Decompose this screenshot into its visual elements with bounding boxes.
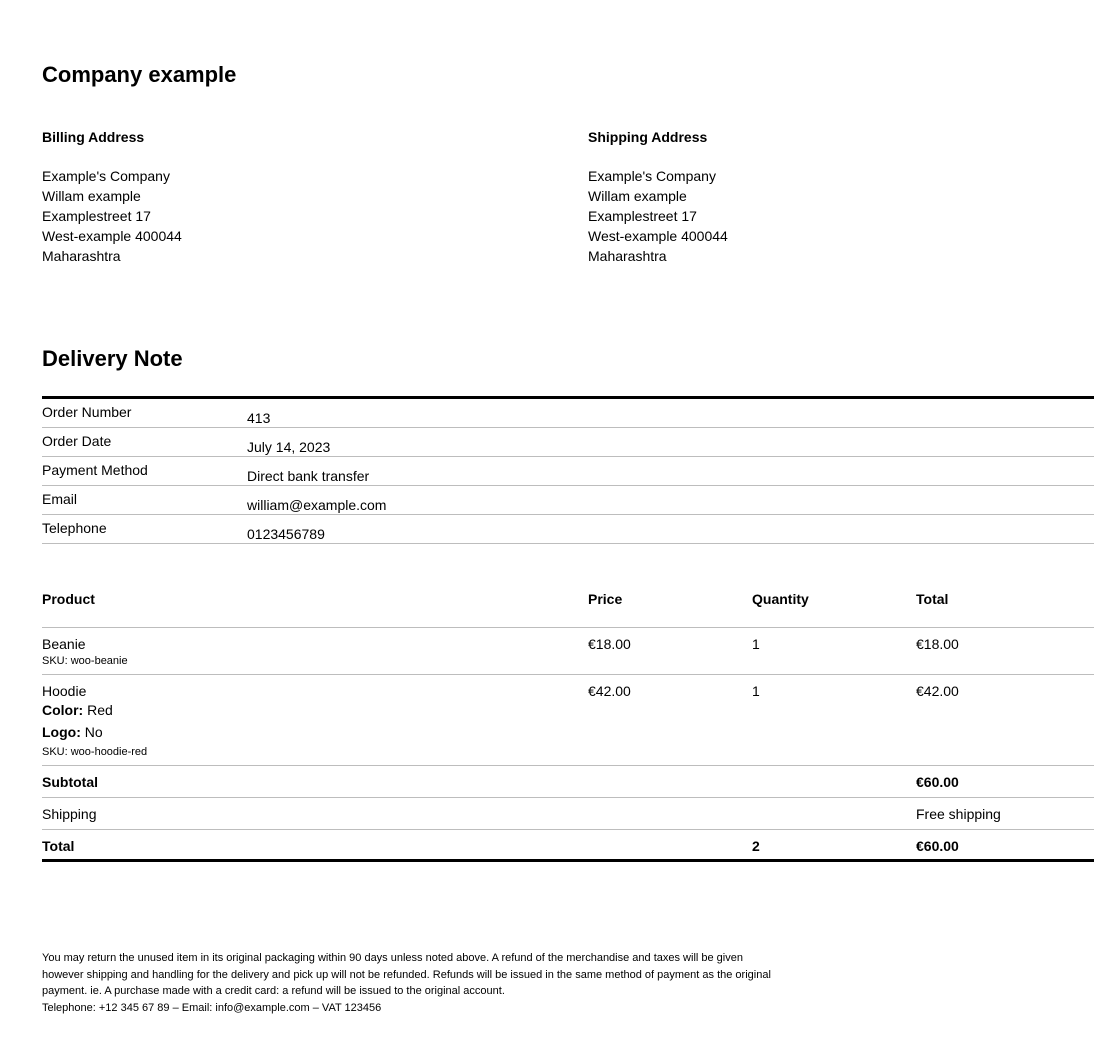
- product-sku: SKU: woo-beanie: [42, 655, 128, 667]
- order-detail-row: [42, 428, 1094, 457]
- telephone-label: Telephone: [42, 520, 107, 536]
- payment-method-value: Direct bank transfer: [247, 468, 370, 484]
- product-sku: SKU: woo-hoodie-red: [42, 746, 148, 758]
- empty-cell: [752, 766, 916, 797]
- subtotal-row: [42, 766, 1094, 798]
- shipping-address-line: Willam example: [588, 188, 687, 204]
- total-label: Total: [42, 838, 75, 854]
- payment-method-label: Payment Method: [42, 462, 148, 478]
- contact-info: Telephone: +12 345 67 89 – Email: info@example.com – VAT 123456: [42, 1002, 382, 1015]
- billing-address-line: Maharashtra: [42, 248, 121, 264]
- document-title: Delivery Note: [42, 346, 183, 371]
- order-detail-row: [42, 515, 1094, 544]
- total-value: €60.00: [916, 838, 959, 854]
- order-date-value: July 14, 2023: [247, 439, 331, 455]
- total-cell: €42.00: [916, 683, 959, 699]
- shipping-address-heading: Shipping Address: [588, 129, 708, 145]
- price-cell: €18.00: [588, 636, 631, 652]
- quantity-cell: 1: [752, 636, 760, 652]
- email-label: Email: [42, 491, 78, 507]
- shipping-address-line: West-example 400044: [588, 228, 728, 244]
- variation-value: Red: [87, 702, 113, 718]
- product-variation: [42, 721, 588, 743]
- product-name: Hoodie: [42, 683, 87, 699]
- shipping-address-line: Maharashtra: [588, 248, 667, 264]
- subtotal-value: €60.00: [916, 774, 959, 790]
- footer: [42, 950, 782, 1017]
- shipping-label: Shipping: [42, 806, 97, 822]
- product-column-header: Product: [42, 591, 95, 607]
- shipping-value: Free shipping: [916, 806, 1001, 822]
- total-row: [42, 830, 1094, 862]
- order-detail-row: [42, 457, 1094, 486]
- billing-address-line: Example's Company: [42, 168, 170, 184]
- empty-cell: [588, 830, 752, 859]
- product-variation: [42, 699, 588, 721]
- product-name: Beanie: [42, 636, 86, 652]
- shipping-address: [588, 128, 728, 266]
- empty-cell: [752, 798, 916, 829]
- product-cell: [42, 628, 588, 674]
- shipping-address-line: Example's Company: [588, 168, 716, 184]
- telephone-value: 0123456789: [247, 526, 325, 542]
- order-detail-row: [42, 399, 1094, 428]
- empty-cell: [588, 766, 752, 797]
- order-items-table: [42, 584, 1094, 862]
- return-policy-text: You may return the unused item in its original packaging within 90 days unless noted above. A refund of the merchandise and taxes will be given however shipping and handling for the delivery and pick up will not be refunded. Refunds will be issued in the same method of payment as the original payment. ie. A purchase made with a credit card: a refund will be issued to the original account.: [42, 952, 771, 998]
- order-details-table: [42, 396, 1094, 544]
- price-column-header: Price: [588, 591, 623, 607]
- quantity-column-header: Quantity: [752, 591, 809, 607]
- shipping-address-line: Examplestreet 17: [588, 208, 697, 224]
- order-date-label: Order Date: [42, 433, 112, 449]
- subtotal-label: Subtotal: [42, 774, 98, 790]
- variation-value: No: [84, 724, 103, 740]
- billing-address-line: West-example 400044: [42, 228, 182, 244]
- items-table-header: [42, 584, 1094, 628]
- table-row: [42, 628, 1094, 675]
- quantity-cell: 1: [752, 683, 760, 699]
- total-quantity: 2: [752, 838, 760, 854]
- total-column-header: Total: [916, 591, 949, 607]
- billing-address: [42, 128, 182, 266]
- email-value: william@example.com: [247, 497, 387, 513]
- company-name: Company example: [42, 62, 237, 87]
- total-cell: €18.00: [916, 636, 959, 652]
- billing-address-line: Willam example: [42, 188, 141, 204]
- product-cell: [42, 675, 588, 765]
- variation-key: Logo:: [42, 724, 81, 740]
- order-detail-row: [42, 486, 1094, 515]
- billing-address-line: Examplestreet 17: [42, 208, 151, 224]
- order-number-value: 413: [247, 410, 271, 426]
- billing-address-heading: Billing Address: [42, 129, 145, 145]
- variation-key: Color:: [42, 702, 84, 718]
- price-cell: €42.00: [588, 683, 631, 699]
- table-row: [42, 675, 1094, 766]
- empty-cell: [588, 798, 752, 829]
- order-number-label: Order Number: [42, 404, 132, 420]
- shipping-row: [42, 798, 1094, 830]
